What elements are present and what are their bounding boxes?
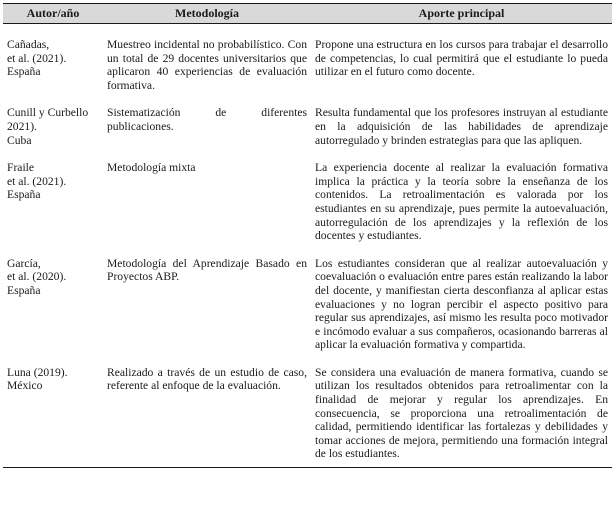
autor-line: García, (7, 256, 41, 270)
cell-autor (3, 352, 103, 468)
header-metodologia: Metodología (103, 4, 311, 24)
autor-line: et al. (2021). (7, 174, 67, 188)
cell-aporte: La experiencia docente al realizar la evaluación formativa implica la práctica y la teoría sobre la enseñanza de los contenidos. La retroalimentación es valorada por los estudiantes en su aprendizaje, pues permite la autoevaluación, autorregulación de los aprendizajes y la reflexión de los docentes y estudiantes. (315, 161, 608, 243)
autor-line: España (7, 65, 41, 79)
cell-metodologia: Muestreo incidental no probabilístico. Con un total de 29 docentes universitarios que aplicaron 40 experiencias de evaluación formativa. (107, 38, 307, 92)
table-row (3, 243, 612, 352)
cell-aporte: Se considera una evaluación de manera formativa, cuando se utilizan los resultados obtenidos para retroalimentar con la finalidad de mejorar y regular los aprendizajes. En consecuencia, se proporciona una retroalimentación de calidad, permitiendo identificar las fortalezas y debilidades y tomar acciones de mejora, permitiendo una formación integral de los estudiantes. (311, 352, 612, 468)
autor-line: Cañadas, (7, 38, 50, 51)
literature-table (3, 3, 612, 468)
cell-aporte: Resulta fundamental que los profesores instruyan al estudiante en la adquisición de las habilidades de aprendizaje autorregulado y brinden estrategias para que las apliquen. (315, 106, 608, 147)
autor-line: España (7, 188, 41, 202)
cell-autor (3, 24, 103, 93)
table-row (3, 92, 612, 147)
cell-aporte: Los estudiantes consideran que al realizar autoevaluación y coevaluación o evaluación entre pares están realizando la labor del docente, y manifiestan cierta desconfianza al aplicar estas evaluaciones y no logran percibir el aspecto positivo para regular sus aprendizajes, así mismo les resulta poco motivador e incómodo evaluar a sus compañeros, ocasionando barreras al aplicar la evaluación formativa y compartida. (315, 256, 608, 352)
header-aporte: Aporte principal (311, 4, 612, 24)
autor-line: et al. (2020). (7, 270, 67, 284)
autor-line: Cuba (7, 133, 32, 147)
header-autor: Autor/año (3, 4, 103, 24)
cell-autor (3, 147, 103, 243)
cell-autor (3, 92, 103, 147)
autor-line: México (7, 379, 43, 393)
autor-line: Cunill y Curbello (7, 106, 89, 120)
autor-line: Fraile (7, 161, 35, 175)
table-row (3, 147, 612, 243)
table-row (3, 352, 612, 468)
cell-metodologia: Metodología del Aprendizaje Basado en Proyectos ABP. (107, 256, 307, 284)
cell-metodologia: Realizado a través de un estudio de caso, referente al enfoque de la evaluación. (103, 352, 311, 468)
cell-aporte: Propone una estructura en los cursos para trabajar el desarrollo de competencias, lo cual permitirá que el estudiante lo pueda utilizar en el futuro como docente. (315, 38, 608, 79)
cell-metodologia: Sistematización de diferentes publicaciones. (107, 106, 307, 133)
cell-autor (3, 243, 103, 352)
table-row (3, 24, 612, 93)
autor-line: 2021). (7, 119, 37, 133)
table-header-row (3, 4, 612, 24)
autor-line: et al. (2021). (7, 51, 67, 65)
autor-line: Luna (2019). (7, 365, 68, 379)
autor-line: España (7, 283, 41, 297)
cell-metodologia: Metodología mixta (107, 161, 196, 175)
